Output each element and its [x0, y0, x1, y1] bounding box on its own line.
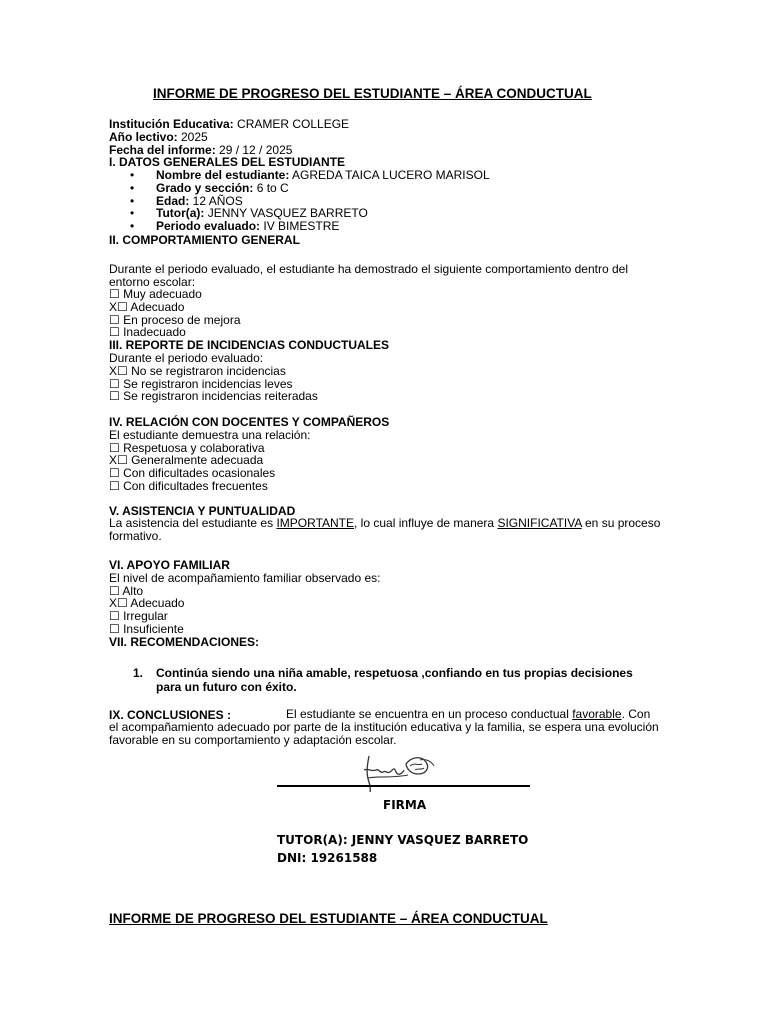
behavior-intro: Durante el periodo evaluado, el estudiante ha demostrado el siguiente comportamiento dentro del entorno escolar: [109, 262, 628, 289]
relationship-intro: El estudiante demuestra una relación: [109, 427, 311, 442]
checkbox-option: ☐ Inadecuado [109, 325, 186, 340]
conclusion-word: favorable [572, 707, 622, 721]
recommendation-text: Continúa siendo una niña amable, respetuosa ,confiando en tus propias decisiones para un futuro con éxito. [156, 666, 633, 694]
checkbox-option: ☐ Se registraron incidencias reiteradas [109, 389, 318, 404]
section-heading: IX. CONCLUSIONES : [109, 708, 232, 722]
year-label: Año lectivo: [109, 129, 178, 144]
checkbox-option: ☐ Se registraron incidencias leves [109, 376, 293, 391]
bullet-icon: • [130, 168, 135, 182]
checkbox-option: ☐ Irregular [109, 609, 168, 624]
checkbox-option: ☐ Con dificultades ocasionales [109, 466, 276, 481]
list-item: • Nombre del estudiante: AGREDA TAICA LUCERO MARISOL [130, 168, 490, 182]
date-value: 29 / 12 / 2025 [215, 142, 293, 157]
report-header [109, 118, 664, 169]
conclusions-text: El estudiante se encuentra en un proceso conductual favorable. Con el acompañamiento adecuado por parte de la institución educativa y la familia, se espera una evolución favorable en su comportamiento y adaptación escolar. [109, 707, 659, 747]
tutor-dni: DNI: 19261588 [277, 851, 378, 865]
checkbox-option: ☐ En proceso de mejora [109, 312, 241, 327]
checkbox-option: ☐ Insuficiente [109, 621, 184, 636]
checkbox-option: X☐ Adecuado [109, 299, 185, 314]
section-heading: I. DATOS GENERALES DEL ESTUDIANTE [109, 155, 346, 170]
section-heading: IV. RELACIÓN CON DOCENTES Y COMPAÑEROS [109, 415, 390, 429]
attendance-word: SIGNIFICATIVA [497, 516, 582, 530]
section-heading: VI. APOYO FAMILIAR [109, 558, 230, 572]
attendance-word: IMPORTANTE [276, 516, 355, 530]
behavior-options [109, 288, 664, 403]
family-support-section [109, 559, 664, 649]
checkbox-option: ☐ Muy adecuado [109, 287, 202, 301]
checkbox-option: ☐ Con dificultades frecuentes [109, 478, 268, 493]
checkbox-option: X☐ Adecuado [109, 596, 185, 611]
relationship-section [109, 416, 664, 493]
checkbox-option: X☐ Generalmente adecuada [109, 453, 264, 468]
student-data-list [130, 169, 490, 233]
bullet-icon: • [130, 219, 135, 234]
year-value: 2025 [177, 129, 208, 144]
institution-value: CRAMER COLLEGE [233, 117, 350, 131]
list-item: • Periodo evaluado: IV BIMESTRE [130, 219, 340, 234]
next-page-title: INFORME DE PROGRESO DEL ESTUDIANTE – ÁREA CONDUCTUAL [109, 911, 548, 926]
institution-label: Institución Educativa: [109, 117, 234, 131]
bullet-icon: • [130, 180, 135, 195]
report-title: INFORME DE PROGRESO DEL ESTUDIANTE – ÁREA CONDUCTUAL [153, 86, 592, 101]
section-heading: II. COMPORTAMIENTO GENERAL [109, 233, 300, 247]
list-item: • Grado y sección: 6 to C [130, 180, 289, 195]
list-item: • Edad: 12 AÑOS [130, 193, 243, 208]
section-heading: VII. RECOMENDACIONES: [109, 634, 260, 649]
date-label: Fecha del informe: [109, 142, 216, 157]
family-intro: El nivel de acompañamiento familiar observado es: [109, 570, 381, 585]
bullet-icon: • [130, 206, 135, 221]
recommendation-number: 1. [133, 666, 144, 680]
checkbox-option: X☐ No se registraron incidencias [109, 363, 286, 378]
attendance-text: La asistencia del estudiante es IMPORTANTE, lo cual influye de manera SIGNIFICATIVA en su proceso formativo. [109, 516, 661, 543]
signature-line [277, 785, 530, 787]
section-heading: V. ASISTENCIA Y PUNTUALIDAD [109, 504, 296, 518]
bullet-icon: • [130, 193, 135, 208]
list-item: • Tutor(a): JENNY VASQUEZ BARRETO [130, 206, 368, 221]
signature-label: FIRMA [383, 798, 427, 812]
tutor-name: TUTOR(A): JENNY VASQUEZ BARRETO [277, 833, 529, 847]
checkbox-option: ☐ Respetuosa y colaborativa [109, 440, 265, 455]
section-heading: III. REPORTE DE INCIDENCIAS CONDUCTUALES [109, 338, 390, 353]
incidents-intro: Durante el periodo evaluado: [109, 350, 264, 365]
checkbox-option: ☐ Alto [109, 583, 144, 598]
